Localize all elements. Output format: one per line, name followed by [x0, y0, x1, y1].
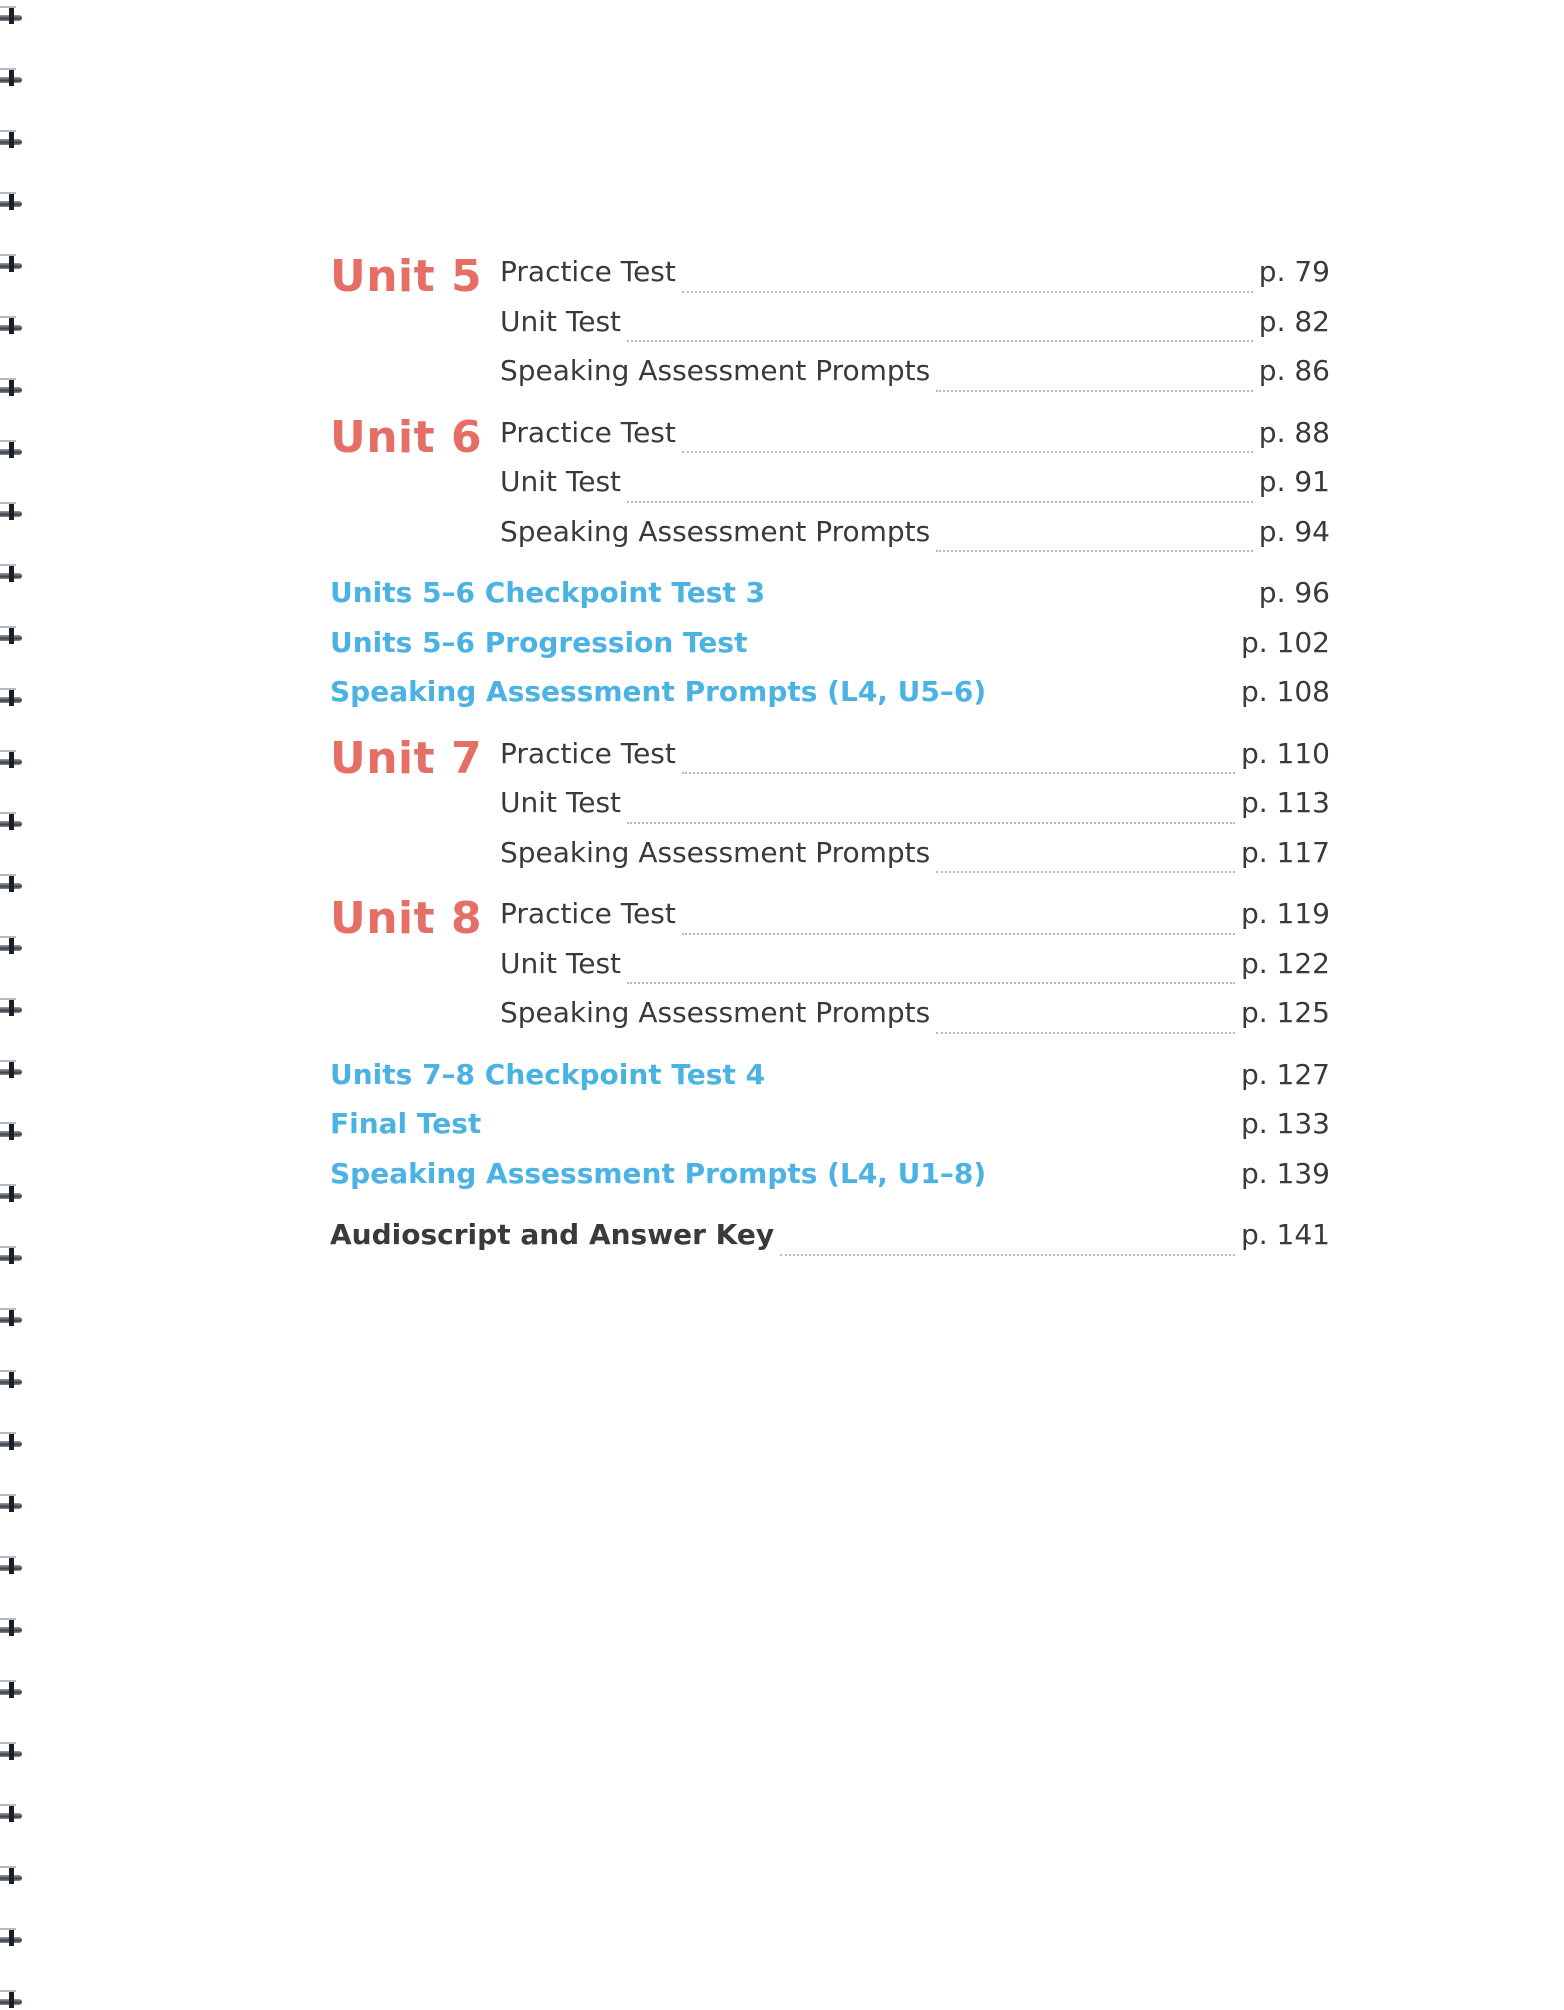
toc-entry[interactable] — [500, 947, 1330, 997]
spiral-ring-icon — [0, 1804, 30, 1824]
unit-8-section — [330, 893, 1330, 1046]
toc-entry[interactable] — [500, 515, 1330, 565]
toc-entry-audioscript[interactable] — [330, 1218, 1330, 1268]
unit-8-heading: Unit 8 — [330, 893, 483, 944]
unit-7-heading: Unit 7 — [330, 732, 483, 784]
spiral-ring-icon — [0, 564, 30, 584]
spiral-ring-icon — [0, 1742, 30, 1762]
toc-entry[interactable] — [330, 626, 1330, 676]
entry-page-number: p. 102 — [1240, 625, 1330, 659]
entry-label: Unit Test — [500, 304, 622, 338]
unit-5-entries — [500, 255, 1330, 404]
dot-leader — [936, 550, 1253, 552]
dot-leader — [682, 772, 1235, 774]
dot-leader — [936, 871, 1235, 873]
entry-page-number: p. 79 — [1258, 255, 1330, 288]
entry-label: Audioscript and Answer Key — [330, 1218, 775, 1251]
spiral-ring-icon — [0, 688, 30, 708]
unit-6-heading: Unit 6 — [330, 411, 483, 463]
entry-label: Unit Test — [500, 786, 622, 819]
spiral-ring-icon — [0, 874, 30, 894]
spiral-ring-icon — [0, 1494, 30, 1514]
entry-page-number: p. 91 — [1258, 465, 1330, 498]
unit-7-entries — [500, 737, 1330, 886]
toc-entry[interactable] — [500, 354, 1330, 404]
dot-leader — [627, 982, 1235, 984]
spiral-ring-icon — [0, 1246, 30, 1266]
toc-entry[interactable] — [500, 255, 1330, 305]
toc-entry[interactable] — [330, 576, 1330, 626]
entry-label: Units 5–6 Progression Test — [330, 625, 748, 659]
entry-label: Speaking Assessment Prompts (L4, U1–8) — [330, 1156, 987, 1190]
spiral-ring-icon — [0, 1060, 30, 1080]
spiral-binding — [0, 0, 34, 2000]
toc-entry[interactable] — [500, 786, 1330, 836]
entry-page-number: p. 119 — [1240, 897, 1330, 930]
dot-leader — [627, 822, 1235, 824]
toc-entry[interactable] — [500, 737, 1330, 787]
spiral-ring-icon — [0, 130, 30, 150]
entry-page-number: p. 127 — [1240, 1057, 1330, 1091]
table-of-contents — [330, 251, 1330, 1268]
toc-entry[interactable] — [330, 1157, 1330, 1207]
unit-6-entries — [500, 416, 1330, 565]
spiral-ring-icon — [0, 316, 30, 336]
toc-entry[interactable] — [330, 675, 1330, 725]
dot-leader — [682, 451, 1253, 453]
entry-page-number: p. 110 — [1240, 736, 1330, 770]
entry-label: Practice Test — [500, 736, 676, 770]
spiral-ring-icon — [0, 936, 30, 956]
entry-page-number: p. 141 — [1240, 1218, 1330, 1251]
entry-page-number: p. 122 — [1240, 946, 1330, 980]
entry-page-number: p. 88 — [1258, 415, 1330, 449]
entry-page-number: p. 86 — [1258, 354, 1330, 387]
entry-page-number: p. 94 — [1258, 514, 1330, 548]
entry-page-number: p. 108 — [1240, 675, 1330, 708]
spiral-ring-icon — [0, 6, 30, 26]
entry-label: Speaking Assessment Prompts (L4, U5–6) — [330, 675, 987, 708]
entry-page-number: p. 82 — [1258, 304, 1330, 338]
spiral-ring-icon — [0, 750, 30, 770]
dot-leader — [936, 390, 1253, 392]
spiral-ring-icon — [0, 1308, 30, 1328]
entry-label: Practice Test — [500, 415, 676, 449]
entry-label: Unit Test — [500, 465, 622, 498]
dot-leader — [627, 340, 1253, 342]
unit-5-section — [330, 251, 1330, 404]
entry-label: Speaking Assessment Prompts — [500, 835, 931, 869]
spiral-ring-icon — [0, 502, 30, 522]
spiral-ring-icon — [0, 998, 30, 1018]
entry-page-number: p. 113 — [1240, 786, 1330, 819]
entry-label: Units 7–8 Checkpoint Test 4 — [330, 1057, 766, 1091]
unit-6-section — [330, 411, 1330, 565]
entry-label: Speaking Assessment Prompts — [500, 514, 931, 548]
units-5-6-assessments — [330, 576, 1330, 725]
spiral-ring-icon — [0, 1928, 30, 1948]
spiral-ring-icon — [0, 68, 30, 88]
toc-entry[interactable] — [500, 465, 1330, 515]
spiral-ring-icon — [0, 440, 30, 460]
spiral-ring-icon — [0, 254, 30, 274]
entry-label: Practice Test — [500, 255, 676, 288]
spiral-ring-icon — [0, 1370, 30, 1390]
toc-entry[interactable] — [500, 996, 1330, 1046]
entry-page-number: p. 139 — [1240, 1156, 1330, 1190]
entry-label: Speaking Assessment Prompts — [500, 996, 931, 1029]
spiral-ring-icon — [0, 1184, 30, 1204]
dot-leader — [682, 933, 1235, 935]
toc-entry[interactable] — [500, 836, 1330, 886]
spiral-ring-icon — [0, 192, 30, 212]
spiral-ring-icon — [0, 626, 30, 646]
spiral-ring-icon — [0, 1432, 30, 1452]
spiral-ring-icon — [0, 1122, 30, 1142]
spiral-ring-icon — [0, 812, 30, 832]
spiral-ring-icon — [0, 1990, 30, 2010]
dot-leader — [936, 1032, 1235, 1034]
spiral-ring-icon — [0, 378, 30, 398]
entry-label: Practice Test — [500, 897, 676, 930]
spiral-ring-icon — [0, 1618, 30, 1638]
units-7-8-assessments — [330, 1058, 1330, 1207]
dot-leader — [780, 1254, 1235, 1256]
spiral-ring-icon — [0, 1866, 30, 1886]
entry-page-number: p. 96 — [1258, 576, 1330, 609]
entry-label: Unit Test — [500, 946, 622, 980]
spiral-ring-icon — [0, 1680, 30, 1700]
entry-label: Speaking Assessment Prompts — [500, 354, 931, 387]
entry-page-number: p. 117 — [1240, 835, 1330, 869]
unit-5-heading: Unit 5 — [330, 251, 483, 302]
toc-entry[interactable] — [500, 897, 1330, 947]
unit-8-entries — [500, 897, 1330, 1046]
toc-entry[interactable] — [330, 1107, 1330, 1157]
spiral-ring-icon — [0, 1556, 30, 1576]
dot-leader — [682, 291, 1253, 293]
entry-label: Final Test — [330, 1107, 482, 1140]
dot-leader — [627, 501, 1253, 503]
toc-entry[interactable] — [500, 416, 1330, 466]
toc-entry[interactable] — [500, 305, 1330, 355]
toc-entry[interactable] — [330, 1058, 1330, 1108]
entry-label: Units 5–6 Checkpoint Test 3 — [330, 576, 766, 609]
entry-page-number: p. 133 — [1240, 1107, 1330, 1140]
entry-page-number: p. 125 — [1240, 996, 1330, 1029]
unit-7-section — [330, 732, 1330, 886]
